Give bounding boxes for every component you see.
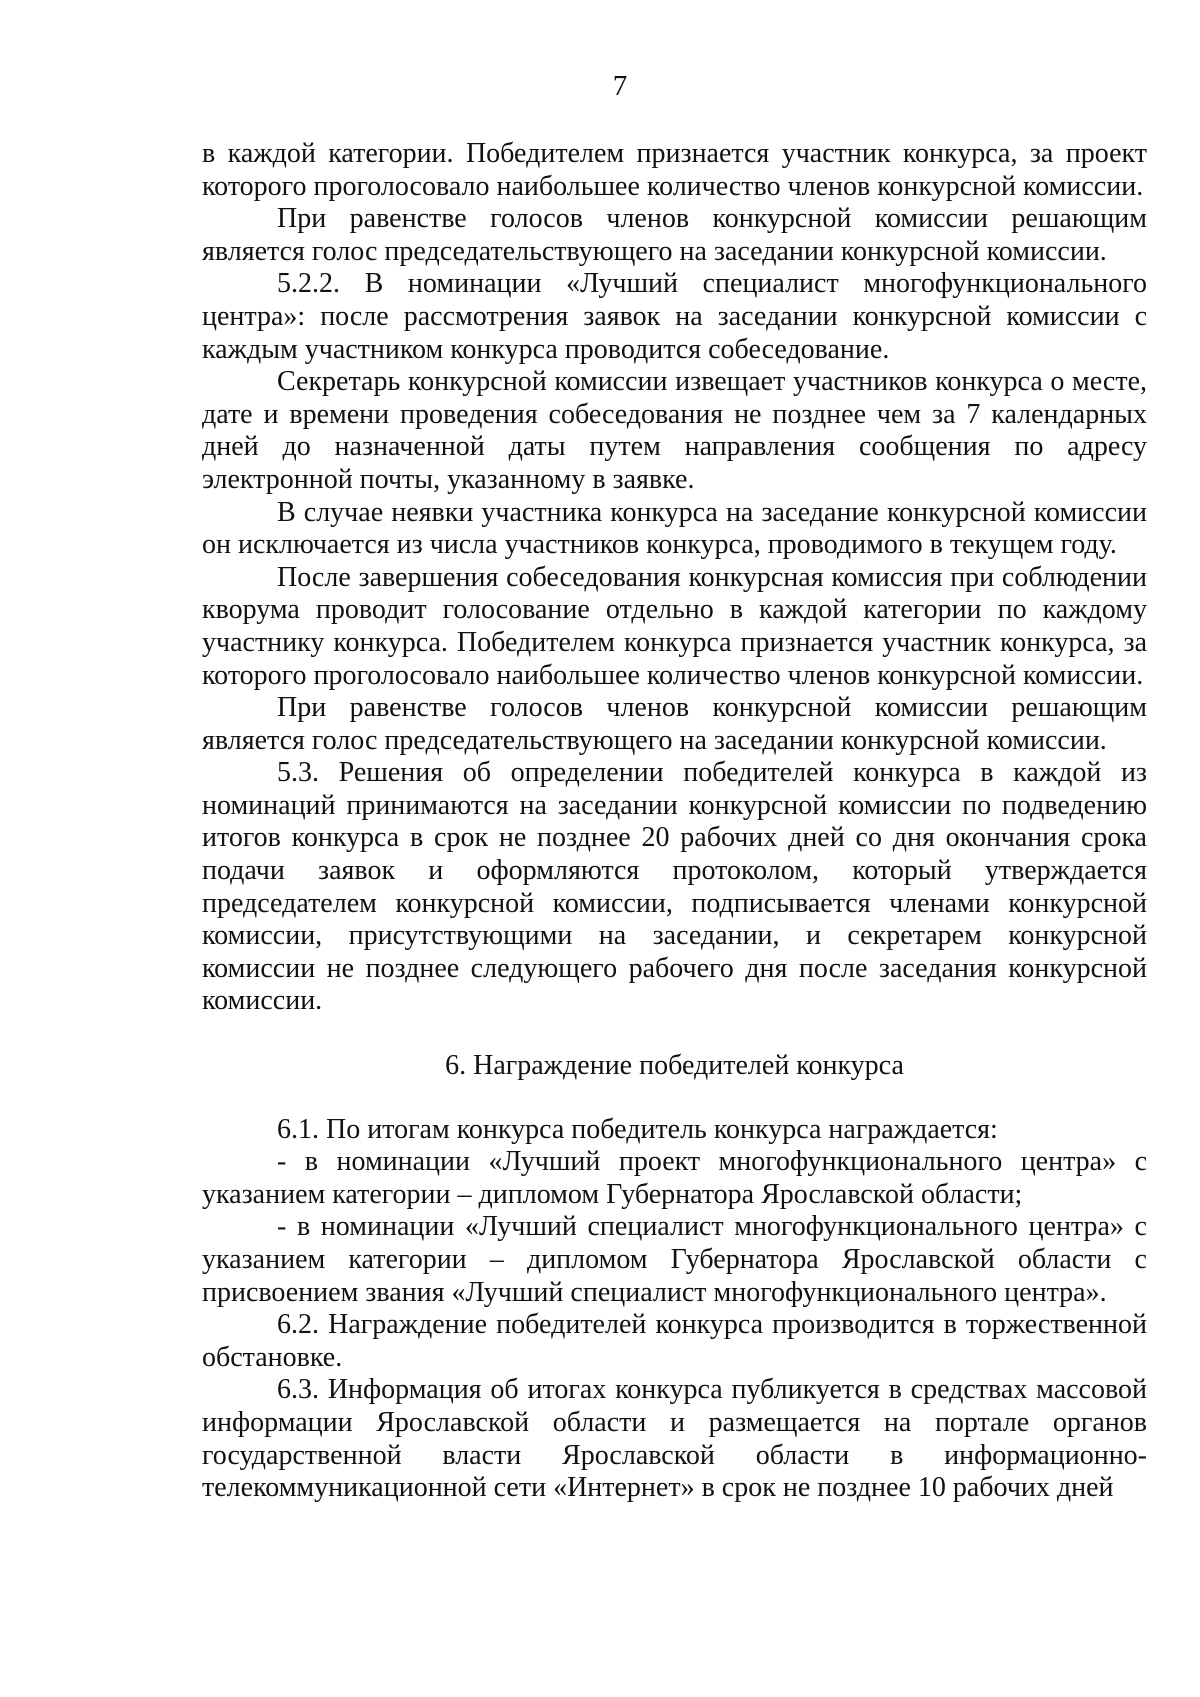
- section-heading: 6. Награждение победителей конкурса: [445, 1050, 904, 1082]
- document-body: [202, 138, 1147, 1505]
- list-item-best-specialist: - в номинации «Лучший специалист многофункционального центра» с указанием категории – дипломом Губернатора Ярославской области с присвоением звания «Лучший специалист многофункционального центра».: [202, 1211, 1147, 1308]
- paragraph-6-2: 6.2. Награждение победителей конкурса производится в торжественной обстановке.: [202, 1309, 1147, 1373]
- paragraph-6-3: 6.3. Информация об итогах конкурса публикуется в средствах массовой информации Ярославской области и размещается на портале органов государственной власти Ярославской области в информационно-телекоммуникационной сети «Интернет» в срок не позднее 10 рабочих дней: [202, 1374, 1147, 1504]
- page-number: 7: [612, 70, 628, 102]
- paragraph-continuation: в каждой категории. Победителем признается участник конкурса, за проект которого проголосовало наибольшее количество членов конкурсной комиссии.: [202, 138, 1147, 202]
- list-item-best-project: - в номинации «Лучший проект многофункционального центра» с указанием категории – дипломом Губернатора Ярославской области;: [202, 1146, 1147, 1210]
- paragraph-no-show: В случае неявки участника конкурса на заседание конкурсной комиссии он исключается из числа участников конкурса, проводимого в текущем году.: [202, 496, 1147, 561]
- paragraph-secretary-notice: Секретарь конкурсной комиссии извещает участников конкурса о месте, дате и времени проведения собеседования не позднее чем за 7 календарных дней до назначенной даты путем направления сообщения по адресу электронной почты, указанному в заявке.: [202, 366, 1147, 495]
- paragraph-tie-vote-specialists: При равенстве голосов членов конкурсной комиссии решающим является голос председательствующего на заседании конкурсной комиссии.: [202, 692, 1147, 756]
- paragraph-5-2-2: 5.2.2. В номинации «Лучший специалист многофункционального центра»: после рассмотрения заявок на заседании конкурсной комиссии с каждым участником конкурса проводится собеседование.: [202, 268, 1147, 365]
- paragraph-6-1: 6.1. По итогам конкурса победитель конкурса награждается:: [277, 1113, 998, 1145]
- paragraph-5-3: 5.3. Решения об определении победителей конкурса в каждой из номинаций принимаются на заседании конкурсной комиссии по подведению итогов конкурса в срок не позднее 20 рабочих дней со дня окончания срока подачи заявок и оформляются протоколом, который утверждается председателем конкурсной комиссии, подписывается членами конкурсной комиссии, присутствующими на заседании, и секретарем конкурсной комиссии не позднее следующего рабочего дня после заседания конкурсной комиссии.: [202, 757, 1147, 1017]
- paragraph-tie-vote-projects: При равенстве голосов членов конкурсной комиссии решающим является голос председательствующего на заседании конкурсной комиссии.: [202, 203, 1147, 267]
- paragraph-interview-vote: После завершения собеседования конкурсная комиссия при соблюдении кворума проводит голосование отдельно в каждой категории по каждому участнику конкурса. Победителем конкурса признается участник конкурса, за которого проголосовало наибольшее количество членов конкурсной комиссии.: [202, 561, 1147, 691]
